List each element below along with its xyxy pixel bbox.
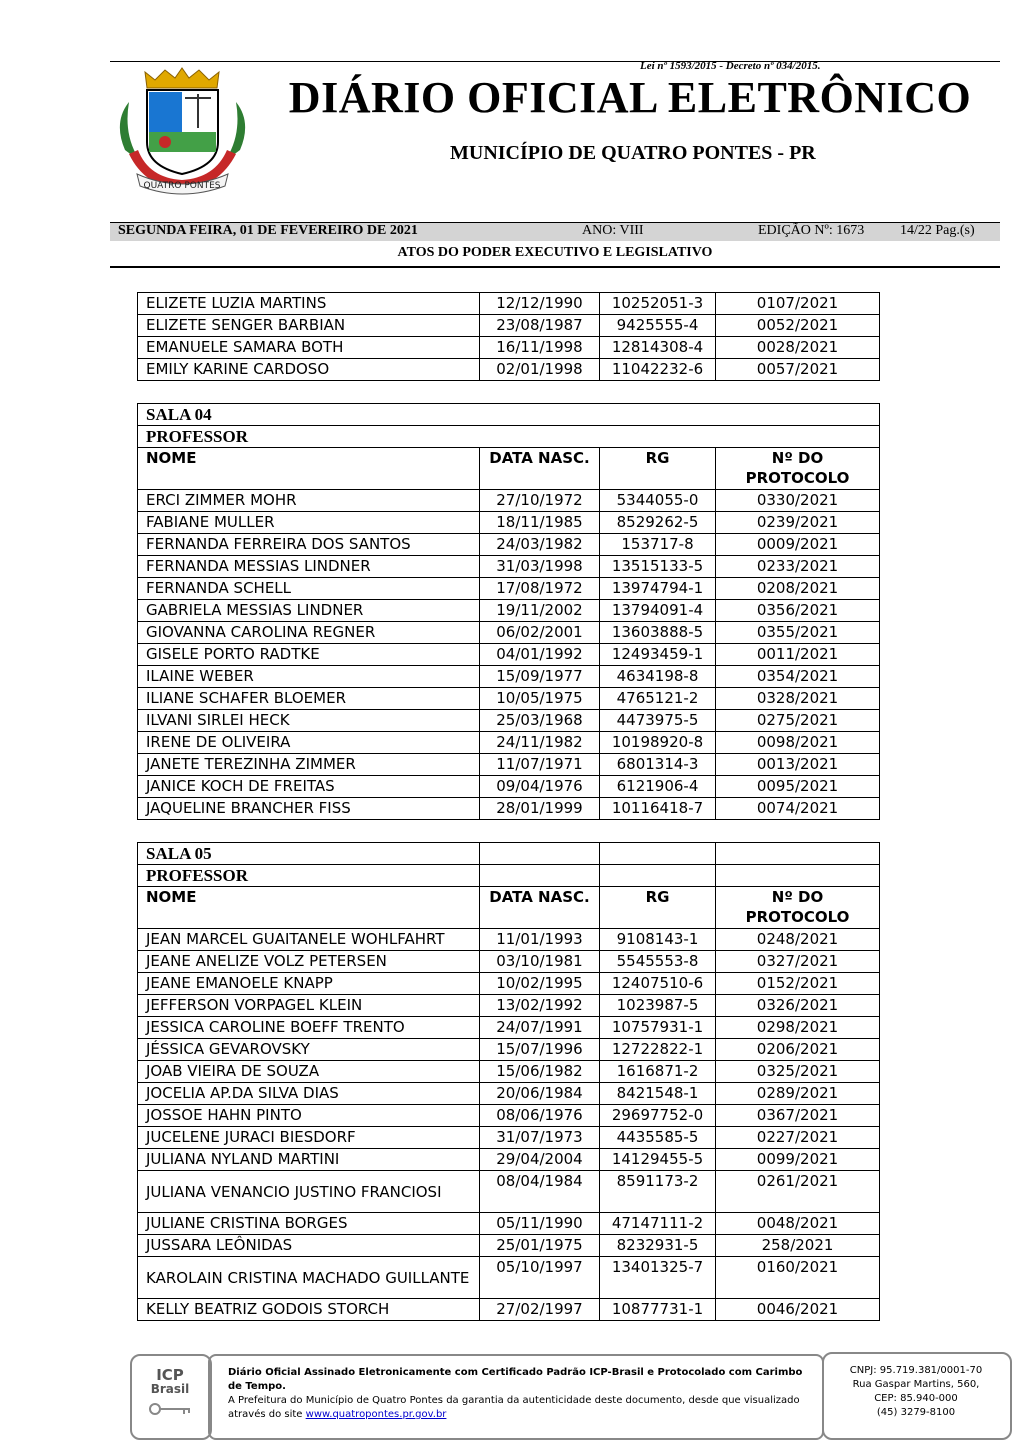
sala-04-table [137, 403, 880, 820]
table-row [138, 490, 880, 512]
col-header-rg: RG [600, 448, 716, 490]
cell-data-nasc: 13/02/1992 [480, 995, 600, 1017]
cell-protocolo: 0107/2021 [716, 293, 880, 315]
cell-data-nasc: 02/01/1998 [480, 359, 600, 381]
cell-rg: 5545553-8 [600, 951, 716, 973]
cell-rg: 14129455-5 [600, 1149, 716, 1171]
cell-data-nasc: 08/04/1984 [480, 1171, 600, 1213]
cell-protocolo: 0152/2021 [716, 973, 880, 995]
cell-rg: 1616871-2 [600, 1061, 716, 1083]
cell-data-nasc: 04/01/1992 [480, 644, 600, 666]
cell-protocolo: 0095/2021 [716, 776, 880, 798]
cell-data-nasc: 15/07/1996 [480, 1039, 600, 1061]
cell-nome: JEAN MARCEL GUAITANELE WOHLFAHRT [138, 929, 480, 951]
table-row [138, 315, 880, 337]
cell-protocolo: 0048/2021 [716, 1213, 880, 1235]
cell-data-nasc: 31/03/1998 [480, 556, 600, 578]
page-count: 14/22 Pag.(s) [900, 223, 975, 238]
cargo-label: PROFESSOR [138, 865, 480, 887]
col-header-data: DATA NASC. [480, 448, 600, 490]
col-header-protocolo: Nº DO PROTOCOLO [716, 448, 880, 490]
edition-date: SEGUNDA FEIRA, 01 DE FEVEREIRO DE 2021 [118, 223, 418, 238]
table-row [138, 951, 880, 973]
cell-protocolo: 0046/2021 [716, 1299, 880, 1321]
brasil-text: Brasil [150, 1382, 190, 1396]
cell-nome: FABIANE MULLER [138, 512, 480, 534]
cell-rg: 6121906-4 [600, 776, 716, 798]
cell-rg: 9108143-1 [600, 929, 716, 951]
cell-data-nasc: 20/06/1984 [480, 1083, 600, 1105]
table-row [138, 776, 880, 798]
table-row [138, 666, 880, 688]
cell-protocolo: 0057/2021 [716, 359, 880, 381]
cargo-row [138, 426, 880, 448]
cell-nome: EMANUELE SAMARA BOTH [138, 337, 480, 359]
cell-data-nasc: 12/12/1990 [480, 293, 600, 315]
empty-cell [716, 843, 880, 865]
cell-data-nasc: 28/01/1999 [480, 798, 600, 820]
empty-cell [480, 865, 600, 887]
cell-nome: GABRIELA MESSIAS LINDNER [138, 600, 480, 622]
col-header-protocolo: Nº DO PROTOCOLO [716, 887, 880, 929]
cell-rg: 10252051-3 [600, 293, 716, 315]
cell-protocolo: 0239/2021 [716, 512, 880, 534]
cell-rg: 13515133-5 [600, 556, 716, 578]
table-row [138, 644, 880, 666]
table-row [138, 995, 880, 1017]
col-header-rg: RG [600, 887, 716, 929]
cell-rg: 5344055-0 [600, 490, 716, 512]
section-rule [110, 266, 1000, 268]
cell-nome: FERNANDA SCHELL [138, 578, 480, 600]
cell-nome: JULIANA VENANCIO JUSTINO FRANCIOSI [138, 1171, 480, 1213]
cell-protocolo: 0328/2021 [716, 688, 880, 710]
cell-data-nasc: 09/04/1976 [480, 776, 600, 798]
authenticity-notice: A Prefeitura do Município de Quatro Pontes da garantia da autenticidade deste documento, desde que visualizado através do site www.quatropontes.pr.gov.br [228, 1395, 800, 1420]
table-row [138, 1213, 880, 1235]
signed-notice: Diário Oficial Assinado Eletronicamente com Certificado Padrão ICP-Brasil e Protocolado com Carimbo de Tempo. [228, 1367, 803, 1392]
cell-protocolo: 258/2021 [716, 1235, 880, 1257]
cell-nome: GISELE PORTO RADTKE [138, 644, 480, 666]
table-row [138, 1039, 880, 1061]
cell-rg: 11042232-6 [600, 359, 716, 381]
table-row [138, 512, 880, 534]
cell-protocolo: 0330/2021 [716, 490, 880, 512]
page-title: DIÁRIO OFICIAL ELETRÔNICO [288, 73, 972, 122]
table-row [138, 1299, 880, 1321]
cell-nome: JANICE KOCH DE FREITAS [138, 776, 480, 798]
site-link[interactable]: www.quatropontes.pr.gov.br [305, 1409, 447, 1420]
address: Rua Gaspar Martins, 560, [852, 1379, 980, 1390]
cell-data-nasc: 24/07/1991 [480, 1017, 600, 1039]
cell-nome: JEFFERSON VORPAGEL KLEIN [138, 995, 480, 1017]
cell-protocolo: 0052/2021 [716, 315, 880, 337]
edition-year: ANO: VIII [582, 223, 644, 238]
cell-data-nasc: 24/11/1982 [480, 732, 600, 754]
cell-rg: 9425555-4 [600, 315, 716, 337]
table-row [138, 688, 880, 710]
cell-nome: JOSSOE HAHN PINTO [138, 1105, 480, 1127]
sala-05-table [137, 842, 880, 1321]
cell-nome: JAQUELINE BRANCHER FISS [138, 798, 480, 820]
cell-protocolo: 0325/2021 [716, 1061, 880, 1083]
cell-rg: 8232931-5 [600, 1235, 716, 1257]
cell-protocolo: 0326/2021 [716, 995, 880, 1017]
cell-nome: JÉSSICA GEVAROVSKY [138, 1039, 480, 1061]
cell-data-nasc: 03/10/1981 [480, 951, 600, 973]
cell-protocolo: 0011/2021 [716, 644, 880, 666]
municipal-crest-icon [115, 62, 250, 197]
cell-rg: 6801314-3 [600, 754, 716, 776]
cell-protocolo: 0013/2021 [716, 754, 880, 776]
cell-rg: 4765121-2 [600, 688, 716, 710]
cargo-row [138, 865, 880, 887]
cell-protocolo: 0009/2021 [716, 534, 880, 556]
cell-data-nasc: 31/07/1973 [480, 1127, 600, 1149]
table-row [138, 359, 880, 381]
cell-protocolo: 0327/2021 [716, 951, 880, 973]
cell-data-nasc: 06/02/2001 [480, 622, 600, 644]
col-header-nome: NOME [138, 887, 480, 929]
cell-nome: ILAINE WEBER [138, 666, 480, 688]
cell-protocolo: 0261/2021 [716, 1171, 880, 1213]
cell-nome: JEANE EMANOELE KNAPP [138, 973, 480, 995]
cell-data-nasc: 10/05/1975 [480, 688, 600, 710]
cell-nome: IRENE DE OLIVEIRA [138, 732, 480, 754]
footer-legal-text [228, 1366, 813, 1422]
cell-rg: 10198920-8 [600, 732, 716, 754]
cell-nome: ELIZETE SENGER BARBIAN [138, 315, 480, 337]
cell-data-nasc: 23/08/1987 [480, 315, 600, 337]
icp-brasil-logo [145, 1368, 195, 1396]
cell-protocolo: 0356/2021 [716, 600, 880, 622]
cell-data-nasc: 15/09/1977 [480, 666, 600, 688]
cell-data-nasc: 16/11/1998 [480, 337, 600, 359]
table-row [138, 732, 880, 754]
cell-nome: JEANE ANELIZE VOLZ PETERSEN [138, 951, 480, 973]
cell-rg: 13974794-1 [600, 578, 716, 600]
cell-protocolo: 0099/2021 [716, 1149, 880, 1171]
cargo-label: PROFESSOR [138, 426, 880, 448]
cell-protocolo: 0074/2021 [716, 798, 880, 820]
cell-rg: 10877731-1 [600, 1299, 716, 1321]
cell-protocolo: 0298/2021 [716, 1017, 880, 1039]
table-row [138, 1105, 880, 1127]
cell-rg: 4435585-5 [600, 1127, 716, 1149]
cell-nome: EMILY KARINE CARDOSO [138, 359, 480, 381]
col-header-data: DATA NASC. [480, 887, 600, 929]
empty-cell [600, 865, 716, 887]
cell-nome: KAROLAIN CRISTINA MACHADO GUILLANTE [138, 1257, 480, 1299]
cell-data-nasc: 10/02/1995 [480, 973, 600, 995]
cell-data-nasc: 18/11/1985 [480, 512, 600, 534]
table-row [138, 754, 880, 776]
table-row [138, 556, 880, 578]
cell-protocolo: 0208/2021 [716, 578, 880, 600]
cell-nome: JOCELIA AP.DA SILVA DIAS [138, 1083, 480, 1105]
cell-rg: 10757931-1 [600, 1017, 716, 1039]
cell-rg: 8529262-5 [600, 512, 716, 534]
cell-nome: ELIZETE LUZIA MARTINS [138, 293, 480, 315]
table-row [138, 578, 880, 600]
edition-info-bar [110, 222, 1000, 241]
footer-contact [826, 1364, 1006, 1420]
column-header-row [138, 887, 880, 929]
continuation-table [137, 292, 880, 381]
cnpj: CNPJ: 95.719.381/0001-70 [849, 1365, 983, 1376]
section-title: ATOS DO PODER EXECUTIVO E LEGISLATIVO [397, 245, 713, 260]
table-row [138, 1149, 880, 1171]
table-row [138, 1171, 880, 1213]
table-row [138, 534, 880, 556]
cell-data-nasc: 25/01/1975 [480, 1235, 600, 1257]
cell-data-nasc: 27/10/1972 [480, 490, 600, 512]
cell-rg: 4473975-5 [600, 710, 716, 732]
cell-nome: JUCELENE JURACI BIESDORF [138, 1127, 480, 1149]
cell-rg: 13794091-4 [600, 600, 716, 622]
table-row [138, 1061, 880, 1083]
table-row [138, 798, 880, 820]
icp-text: ICP [156, 1366, 184, 1384]
cell-rg: 13603888-5 [600, 622, 716, 644]
sala-row [138, 404, 880, 426]
svg-text:QUATRO PONTES: QUATRO PONTES [143, 181, 221, 191]
table-row [138, 1127, 880, 1149]
cell-data-nasc: 05/10/1997 [480, 1257, 600, 1299]
municipality-name: MUNICÍPIO DE QUATRO PONTES - PR [450, 142, 816, 164]
cell-rg: 12722822-1 [600, 1039, 716, 1061]
cep: CEP: 85.940-000 [874, 1393, 958, 1404]
edition-number: EDIÇÃO Nº: 1673 [758, 223, 865, 238]
cell-data-nasc: 25/03/1968 [480, 710, 600, 732]
table-row [138, 929, 880, 951]
cell-nome: JULIANE CRISTINA BORGES [138, 1213, 480, 1235]
law-reference: Lei nº 1593/2015 - Decreto nº 034/2015. [640, 60, 821, 72]
cell-protocolo: 0248/2021 [716, 929, 880, 951]
cell-rg: 12814308-4 [600, 337, 716, 359]
cell-protocolo: 0367/2021 [716, 1105, 880, 1127]
table-row [138, 1235, 880, 1257]
cell-nome: ILIANE SCHAFER BLOEMER [138, 688, 480, 710]
cell-protocolo: 0233/2021 [716, 556, 880, 578]
cell-nome: FERNANDA FERREIRA DOS SANTOS [138, 534, 480, 556]
cell-protocolo: 0289/2021 [716, 1083, 880, 1105]
cell-data-nasc: 11/01/1993 [480, 929, 600, 951]
cell-nome: GIOVANNA CAROLINA REGNER [138, 622, 480, 644]
cell-rg: 8591173-2 [600, 1171, 716, 1213]
cell-nome: JULIANA NYLAND MARTINI [138, 1149, 480, 1171]
cell-protocolo: 0275/2021 [716, 710, 880, 732]
cell-protocolo: 0206/2021 [716, 1039, 880, 1061]
cell-rg: 13401325-7 [600, 1257, 716, 1299]
cell-data-nasc: 19/11/2002 [480, 600, 600, 622]
cell-nome: ERCI ZIMMER MOHR [138, 490, 480, 512]
cell-rg: 4634198-8 [600, 666, 716, 688]
column-header-row [138, 448, 880, 490]
cell-data-nasc: 27/02/1997 [480, 1299, 600, 1321]
table-row [138, 337, 880, 359]
table-row [138, 622, 880, 644]
cell-data-nasc: 15/06/1982 [480, 1061, 600, 1083]
cell-protocolo: 0354/2021 [716, 666, 880, 688]
phone: (45) 3279-8100 [876, 1407, 956, 1418]
cell-rg: 8421548-1 [600, 1083, 716, 1105]
cell-data-nasc: 24/03/1982 [480, 534, 600, 556]
table-row [138, 1257, 880, 1299]
cell-protocolo: 0028/2021 [716, 337, 880, 359]
table-row [138, 293, 880, 315]
cell-data-nasc: 05/11/1990 [480, 1213, 600, 1235]
sala-row [138, 843, 880, 865]
cell-protocolo: 0098/2021 [716, 732, 880, 754]
empty-cell [716, 865, 880, 887]
table-row [138, 1083, 880, 1105]
cell-rg: 10116418-7 [600, 798, 716, 820]
table-row [138, 710, 880, 732]
sala-label: SALA 05 [138, 843, 480, 865]
cell-nome: FERNANDA MESSIAS LINDNER [138, 556, 480, 578]
table-row [138, 600, 880, 622]
cell-rg: 1023987-5 [600, 995, 716, 1017]
cell-nome: KELLY BEATRIZ GODOIS STORCH [138, 1299, 480, 1321]
cell-rg: 12407510-6 [600, 973, 716, 995]
cell-protocolo: 0227/2021 [716, 1127, 880, 1149]
table-row [138, 1017, 880, 1039]
cell-rg: 29697752-0 [600, 1105, 716, 1127]
table-row [138, 973, 880, 995]
empty-cell [600, 843, 716, 865]
cell-data-nasc: 29/04/2004 [480, 1149, 600, 1171]
cell-protocolo: 0355/2021 [716, 622, 880, 644]
empty-cell [480, 843, 600, 865]
cell-rg: 12493459-1 [600, 644, 716, 666]
cell-nome: JESSICA CAROLINE BOEFF TRENTO [138, 1017, 480, 1039]
key-icon [148, 1402, 194, 1416]
cell-rg: 153717-8 [600, 534, 716, 556]
sala-label: SALA 04 [138, 404, 880, 426]
cell-nome: JOAB VIEIRA DE SOUZA [138, 1061, 480, 1083]
cell-data-nasc: 17/08/1972 [480, 578, 600, 600]
col-header-nome: NOME [138, 448, 480, 490]
cell-rg: 47147111-2 [600, 1213, 716, 1235]
cell-protocolo: 0160/2021 [716, 1257, 880, 1299]
cell-data-nasc: 11/07/1971 [480, 754, 600, 776]
cell-nome: ILVANI SIRLEI HECK [138, 710, 480, 732]
cell-nome: JANETE TEREZINHA ZIMMER [138, 754, 480, 776]
cell-nome: JUSSARA LEÔNIDAS [138, 1235, 480, 1257]
cell-data-nasc: 08/06/1976 [480, 1105, 600, 1127]
